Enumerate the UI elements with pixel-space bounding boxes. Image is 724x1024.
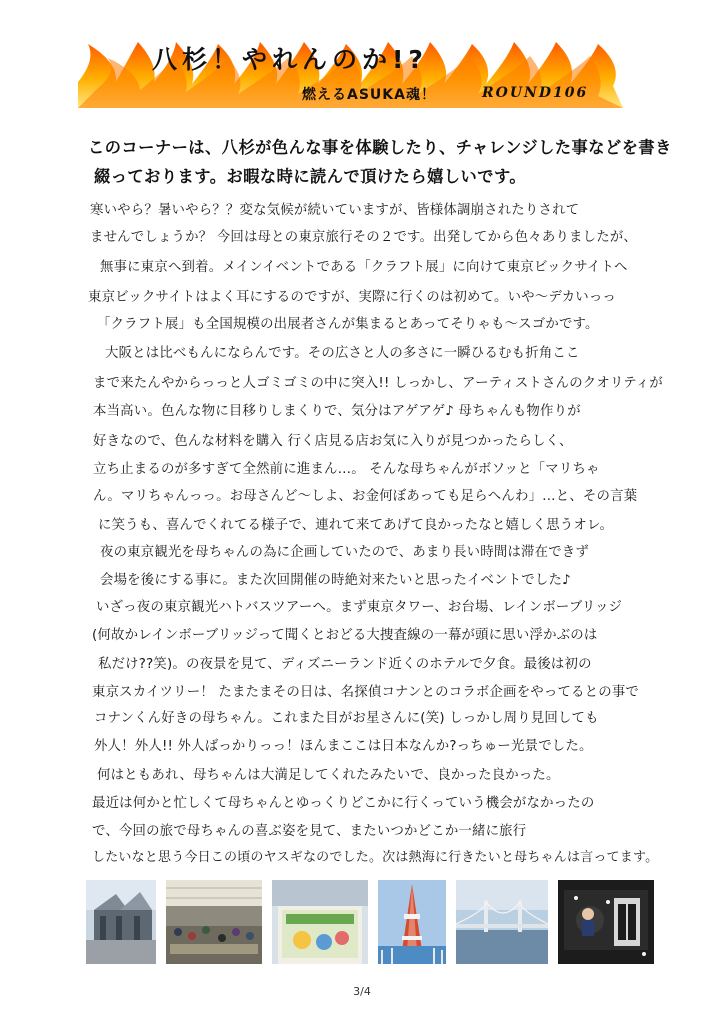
body-line: 寒いやら？暑いやら？？変な気候が続いていますが、皆様体調崩されたりされて bbox=[90, 203, 580, 218]
body-line: 本当高い。色んな物に目移りしまくりで、気分はアゲアゲ♪ 母ちゃんも物作りが bbox=[93, 404, 581, 419]
body-line: まで来たんやからっっと人ゴミゴミの中に突入!! しっかし、アーティストさんのクオリティが bbox=[93, 376, 663, 391]
photo-craft-fair-poster bbox=[272, 880, 368, 964]
photo-tokyo-tower bbox=[378, 880, 446, 964]
body-line: 好きなので、色んな材料を購入 行く店見る店お気に入りが見つかったらしく、 bbox=[93, 434, 573, 449]
intro-line: このコーナーは、八杉が色んな事を体験したり、チャレンジした事などを書き bbox=[88, 138, 672, 157]
body-line: 夜の東京観光を母ちゃんの為に企画していたので、あまり長い時間は滞在できず bbox=[100, 545, 589, 560]
body-line: 立ち止まるのが多すぎて全然前に進まん…。 そんな母ちゃんがボソッと「マリちゃ bbox=[93, 462, 600, 477]
photo-rainbow-bridge bbox=[456, 880, 548, 964]
body-line: したいなと思う今日この頃のヤスギなのでした。次は熱海に行きたいと母ちゃんは言ってます。 bbox=[92, 850, 659, 865]
body-line: いざっ夜の東京観光ハトバスツアーへ。まず東京タワー、お台場、レインボーブリッジ bbox=[96, 600, 623, 615]
photo-big-sight-exterior bbox=[86, 880, 156, 964]
body-line: 何はともあれ、母ちゃんは大満足してくれたみたいで、良かった良かった。 bbox=[97, 768, 560, 783]
body-line: で、今回の旅で母ちゃんの喜ぶ姿を見て、またいつかどこか一緒に旅行 bbox=[92, 824, 527, 839]
body-line: に笑うも、喜んでくれてる様子で、連れて来てあげて良かったなと嬉しく思うオレ。 bbox=[98, 518, 614, 533]
body-line: 外人！外人!! 外人ばっかりっっ！ほんまここは日本なんか?っちゅー光景でした。 bbox=[94, 739, 593, 754]
body-line: 無事に東京へ到着。メインイベントである「クラフト展」に向けて東京ビックサイトへ bbox=[100, 260, 628, 275]
body-line: (何故かレインボーブリッジって聞くとおどる大捜査線の一幕が頭に思い浮かぶのは bbox=[92, 628, 598, 643]
body-line: 大阪とは比べもんにならんです。その広さと人の多さに一瞬ひるむも折角ここ bbox=[105, 346, 580, 361]
body-line: 東京ビックサイトはよく耳にするのですが、実際に行くのは初めて。いや～デカいっっ bbox=[88, 290, 617, 305]
body-line: 東京スカイツリー！ たまたまその日は、名探偵コナンとのコラボ企画をやってるとの事で bbox=[92, 685, 640, 700]
page-title: 八杉！やれんのか!? bbox=[152, 45, 428, 74]
photo-craft-fair-hall bbox=[166, 880, 262, 964]
photo-conan-display bbox=[558, 880, 654, 964]
body-line: コナンくん好きの母ちゃん。これまた目がお星さんに(笑) しっかし周り見回しても bbox=[94, 711, 599, 726]
body-line: 会場を後にする事に。また次回開催の時絶対来たいと思ったイベントでした♪ bbox=[100, 573, 571, 588]
intro-line: 綴っております。お暇な時に読んで頂けたら嬉しいです。 bbox=[94, 167, 527, 186]
body-line: ませんでしょうか？ 今回は母との東京旅行その２です。出発してから色々ありましたが、 bbox=[90, 230, 638, 245]
body-line: 「クラフト展」も全国規模の出展者さんが集まるとあってそりゃも～スゴかです。 bbox=[97, 317, 599, 332]
round-number: ROUND106 bbox=[482, 85, 589, 101]
page-number: 3/4 bbox=[353, 985, 371, 998]
body-line: ん。マリちゃんっっ。お母さんど～しよ、お金何ぼあっても足らへんわ」…と、その言葉 bbox=[93, 489, 638, 504]
column-subtitle: 燃えるASUKA魂！ bbox=[302, 87, 436, 103]
body-line: 最近は何かと忙しくて母ちゃんとゆっくりどこかに行くっていう機会がなかったの bbox=[92, 796, 595, 811]
intro-paragraph bbox=[88, 133, 672, 191]
body-line: 私だけ??笑)。の夜景を見て、ディズニーランド近くのホテルで夕食。最後は初の bbox=[98, 657, 592, 672]
